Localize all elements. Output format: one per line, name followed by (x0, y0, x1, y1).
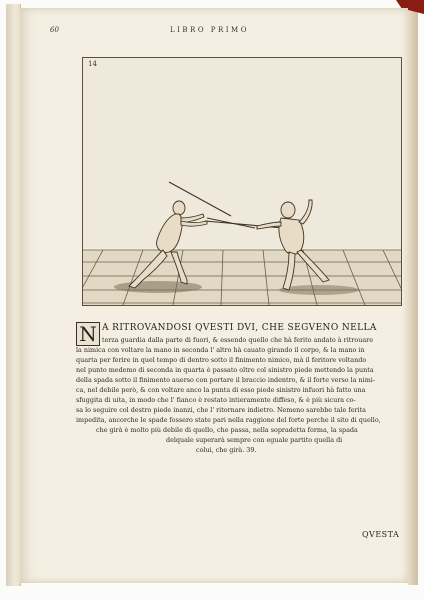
drop-cap-initial: N (76, 322, 100, 346)
text-line: sa lo seguire col destro piede inanzi, che l' ritornare indietro. Nemeno sarebbe tale ferita (76, 406, 366, 414)
text-line: impedita, ancorche le spade fossero state pari nella raggione del forte perche il sito di quello, (76, 416, 381, 424)
book-gutter-left (6, 4, 21, 586)
text-line: quarta per ferire in quel tempo di dentro sotto il finimento nimico, mà il feritore voltando (76, 356, 367, 364)
book-edge-right (408, 10, 418, 585)
text-line: sfuggita di uita, in modo che l' fianco è restato intieramente diffeso, & è più sicura co- (76, 396, 356, 404)
text-line: la nimica con voltare la mano in seconda l' altro hà cauato girando il corpo, & la mano in (76, 346, 365, 354)
engraving-plate (82, 57, 402, 306)
text-line: colui, che girà. 39. (196, 446, 257, 454)
text-first-line: A RITROVANDOSI QVESTI DVI, CHE SEGVENO NELLA (102, 323, 377, 333)
engraving-illustration (83, 58, 401, 305)
plate-number: 14 (88, 60, 97, 68)
text-line: delquale superarà sempre con eguale partito quella di (166, 436, 343, 444)
text-line: ca, nel debile però, & con voltare anco la punta di esso piede sinistro infuori hà fatto una (76, 386, 366, 394)
running-head: LIBRO PRIMO (170, 26, 249, 34)
page-number: 60 (50, 26, 59, 34)
text-line: della spada sotto il finimento auerso con portare il braccio indentro, & il forte verso la nimi- (76, 376, 375, 384)
text-line: nel punto medemo di seconda in quarta è passato oltre col sinistro piede mettendo la punta (76, 366, 374, 374)
text-line: che girà è molto più debile di quello, che passa, nella sopradetta forma, la spada (96, 426, 358, 434)
text-line: terza guardia dalla parte di fuori, & essendo quello che hà ferito andato à ritrouare (102, 336, 373, 344)
catchword: QVESTA (362, 530, 400, 539)
